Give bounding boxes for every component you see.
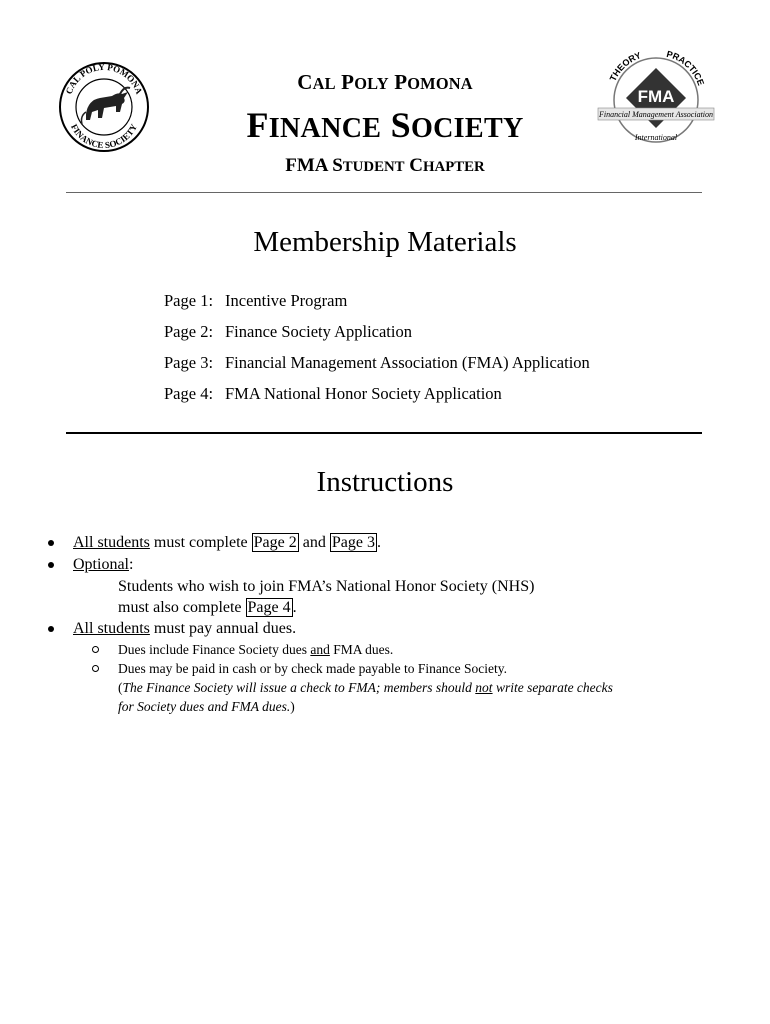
instruction-bullet: All students must complete Page 2 and Page 3 . xyxy=(48,532,728,554)
bullet-icon xyxy=(48,562,54,568)
membership-title: Membership Materials xyxy=(253,226,517,258)
logo-left-top-text: CAL POLY POMONA xyxy=(63,61,145,96)
circle-bullet-icon xyxy=(92,665,99,672)
page-4-reference: Page 4 xyxy=(247,599,291,616)
sub-bullet: Dues may be paid in cash or by check made payable to Finance Society. xyxy=(92,659,728,678)
fma-logo-banner: Financial Management Association xyxy=(598,110,714,119)
page-list-item: Page 1: Incentive Program xyxy=(164,291,348,310)
optional-detail: Students who wish to join FMA’s National Honor Society (NHS) must also complete Page 4 . xyxy=(118,578,535,616)
bullet-icon xyxy=(48,540,54,546)
dues-sublist xyxy=(48,640,728,716)
fma-logo-international: International xyxy=(634,133,678,142)
instructions-title: Instructions xyxy=(316,466,454,498)
bullet-icon xyxy=(48,626,54,632)
section-divider xyxy=(66,432,702,434)
page-list-item: Page 2: Finance Society Application xyxy=(164,322,412,341)
fma-logo-practice: PRACTICE xyxy=(665,50,707,87)
page-list xyxy=(164,290,590,414)
circle-bullet-icon xyxy=(92,646,99,653)
sub-bullet: Dues include Finance Society dues and FMA dues. xyxy=(92,640,728,659)
instruction-bullet: All students must pay annual dues. xyxy=(48,618,728,640)
dues-note: (The Finance Society will issue a check to FMA; members should not write separate checks for Society dues and FMA dues.) xyxy=(118,680,613,714)
page-2-reference: Page 2 xyxy=(253,534,297,551)
logo-left-bottom-text: FINANCE SOCIETY xyxy=(69,122,140,151)
page-list-item: Page 3: Financial Management Association (FMA) Application xyxy=(164,353,590,372)
page-list-item: Page 4: FMA National Honor Society Application xyxy=(164,384,502,403)
instruction-bullet: Optional: xyxy=(48,554,728,576)
org-name: CAL POLY POMONA xyxy=(297,70,473,94)
fma-logo-theory: THEORY xyxy=(607,50,643,83)
header-divider xyxy=(66,192,702,193)
society-title: FINANCE SOCIETY xyxy=(246,105,524,145)
chapter-subtitle: FMA STUDENT CHAPTER xyxy=(285,155,485,176)
instructions-list xyxy=(48,532,728,716)
page-3-reference: Page 3 xyxy=(331,534,375,551)
fma-logo-center: FMA xyxy=(637,87,675,106)
